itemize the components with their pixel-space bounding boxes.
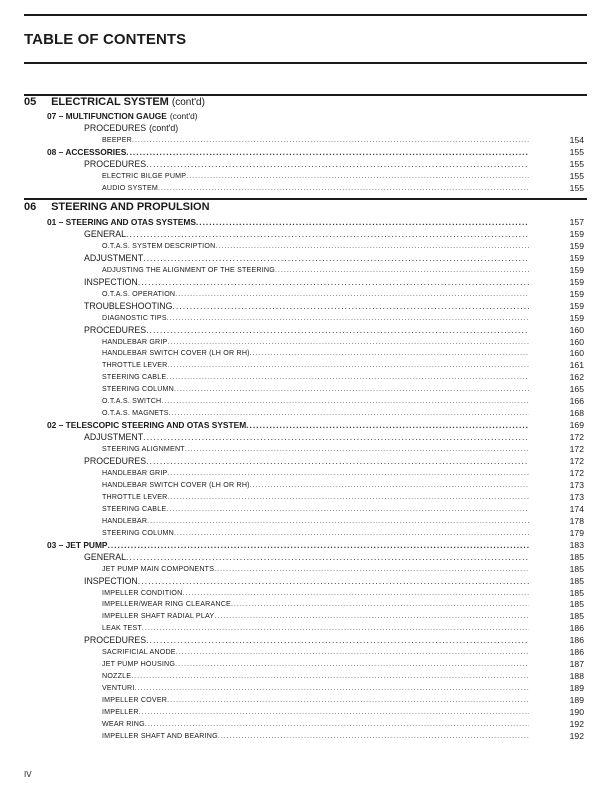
- toc-entry[interactable]: [102, 407, 584, 419]
- toc-entry-label: DIAGNOSTIC TIPS: [102, 313, 167, 322]
- toc-entry[interactable]: [102, 503, 584, 515]
- toc-entry-page: 159: [569, 276, 584, 287]
- dot-leader: [175, 658, 529, 670]
- toc-entry[interactable]: [84, 455, 584, 467]
- toc-entry[interactable]: [102, 610, 584, 622]
- toc-entry-label: TROUBLESHOOTING: [84, 300, 173, 311]
- toc-entry-page: 186: [569, 635, 584, 646]
- toc-entry-label: HANDLEBAR: [102, 516, 148, 525]
- toc-entry[interactable]: [102, 170, 584, 182]
- toc-entry-label: PROCEDURES: [84, 158, 147, 169]
- toc-entry-label: VENTURI: [102, 684, 135, 692]
- toc-entry[interactable]: [102, 587, 584, 599]
- toc-entry-label: AUDIO SYSTEM: [102, 183, 159, 192]
- toc-entry[interactable]: [102, 371, 584, 383]
- toc-entry-label: IMPELLER CONDITION: [102, 588, 183, 597]
- page-title: TABLE OF CONTENTS: [24, 31, 187, 48]
- dot-leader: [135, 682, 529, 694]
- toc-entry-label: PROCEDURES: [84, 635, 147, 646]
- toc-entry-page: 160: [569, 336, 584, 347]
- toc-entry[interactable]: [102, 622, 584, 634]
- toc-entry-label: IMPELLER COVER: [102, 696, 168, 704]
- toc-entry-page: 169: [569, 420, 584, 431]
- dot-leader: [167, 467, 529, 479]
- toc-entry-page: 185: [569, 551, 584, 562]
- dot-leader: [131, 670, 529, 682]
- section-suffix: (cont'd): [171, 97, 205, 108]
- toc-entry-label: 07 – MULTIFUNCTION GAUGE: [47, 111, 167, 121]
- toc-entry-label: PROCEDURES: [84, 324, 147, 335]
- toc-entry-page: 192: [569, 718, 584, 729]
- toc-entry-page: 185: [569, 563, 584, 574]
- dot-leader: [146, 455, 529, 467]
- toc-entry-page: 159: [569, 288, 584, 299]
- toc-entry-label: HANDLEBAR GRIP: [102, 337, 168, 346]
- toc-entry-label: ADJUSTMENT: [84, 252, 144, 263]
- toc-entry-page: 154: [569, 134, 584, 145]
- dot-leader: [139, 706, 529, 718]
- toc-entry-label: PROCEDURES: [84, 123, 147, 133]
- toc-entry-label: BEEPER: [102, 135, 132, 144]
- dot-leader: [174, 383, 529, 395]
- toc-entry-page: 185: [569, 587, 584, 598]
- toc-entry[interactable]: [102, 395, 584, 407]
- toc-entry[interactable]: [102, 718, 584, 730]
- toc-entry[interactable]: [102, 383, 584, 395]
- section-number: 05: [24, 96, 37, 108]
- toc-entry-label: ADJUSTING THE ALIGNMENT OF THE STEERING: [102, 265, 275, 274]
- toc-entry[interactable]: [84, 575, 584, 587]
- toc-entry[interactable]: [102, 682, 584, 694]
- toc-entry-label: HANDLEBAR SWITCH COVER (LH OR RH): [102, 480, 250, 489]
- toc-entry-page: 161: [569, 360, 584, 371]
- dot-leader: [143, 252, 529, 264]
- dot-leader: [275, 264, 529, 276]
- toc-entry[interactable]: [102, 443, 584, 455]
- toc-entry-label: O.T.A.S. SWITCH: [102, 397, 162, 406]
- dot-leader: [196, 216, 529, 228]
- toc-entry[interactable]: [102, 312, 584, 324]
- toc-entry-page: 188: [569, 671, 584, 682]
- toc-entry-label: ELECTRIC BILGE PUMP: [102, 171, 187, 180]
- toc-entry-label: GENERAL: [84, 551, 127, 562]
- dot-leader: [176, 646, 529, 658]
- toc-entry[interactable]: [84, 122, 529, 134]
- toc-entry-page: 190: [569, 707, 584, 717]
- toc-entry[interactable]: [84, 228, 584, 240]
- toc-entry[interactable]: [102, 359, 584, 371]
- dot-leader: [146, 324, 529, 336]
- dot-leader: [218, 730, 529, 742]
- toc-entry-page: 166: [569, 396, 584, 407]
- dot-leader: [169, 407, 529, 419]
- toc-entry-page: 173: [569, 479, 584, 490]
- toc-entry-label: WEAR RING: [102, 719, 145, 728]
- dot-leader: [132, 134, 529, 146]
- toc-entry-page: 187: [569, 659, 584, 670]
- toc-entry-label: 08 – ACCESSORIES: [47, 146, 127, 157]
- toc-entry[interactable]: [47, 110, 529, 122]
- toc-entry-page: 165: [569, 384, 584, 395]
- toc-entry-page: 159: [569, 312, 584, 323]
- toc-entry-label: INSPECTION: [84, 575, 138, 586]
- toc-entry[interactable]: [47, 146, 584, 158]
- toc-entry-page: 157: [569, 217, 584, 227]
- toc-entry-page: 192: [569, 730, 584, 741]
- dot-leader: [126, 551, 529, 563]
- dot-leader: [185, 443, 529, 455]
- toc-entry-page: 172: [569, 456, 584, 466]
- dot-leader: [158, 182, 529, 194]
- toc-entry[interactable]: [84, 300, 584, 312]
- dot-leader: [246, 419, 529, 431]
- toc-entry-label: 03 – JET PUMP: [47, 539, 108, 550]
- toc-entry-page: 186: [569, 623, 584, 634]
- dot-leader: [138, 276, 529, 288]
- dot-leader: [186, 170, 529, 182]
- toc-entry-page: 172: [569, 444, 584, 454]
- toc-entry-page: 185: [569, 611, 584, 622]
- toc-entry[interactable]: [84, 551, 584, 563]
- toc-entry-page: 174: [569, 503, 584, 514]
- toc-entry-page: 159: [569, 240, 584, 251]
- dot-leader: [214, 610, 529, 622]
- toc-entry[interactable]: [47, 539, 584, 551]
- toc-entry[interactable]: [84, 158, 584, 170]
- toc-entry[interactable]: [102, 706, 584, 718]
- toc-entry-label: JET PUMP HOUSING: [102, 660, 176, 669]
- toc-entry-label: STEERING CABLE: [102, 504, 167, 513]
- toc-entry-page: 179: [569, 527, 584, 538]
- toc-entry-page: 160: [569, 348, 584, 359]
- toc-entry-label: IMPELLER SHAFT RADIAL PLAY: [102, 612, 215, 621]
- toc-entry-label: O.T.A.S. SYSTEM DESCRIPTION: [102, 241, 216, 250]
- toc-entry[interactable]: [102, 730, 584, 742]
- toc-entry-label: HANDLEBAR GRIP: [102, 468, 168, 477]
- toc-entry[interactable]: [84, 634, 584, 646]
- toc-entry-label: JET PUMP MAIN COMPONENTS: [102, 564, 215, 573]
- dot-leader: [146, 634, 529, 646]
- toc-entry[interactable]: [102, 598, 584, 610]
- toc-entry[interactable]: [47, 216, 584, 228]
- toc-entry-page: 155: [569, 182, 584, 193]
- dot-leader: [138, 575, 529, 587]
- toc-entry[interactable]: [102, 563, 584, 575]
- dot-leader: [167, 312, 529, 324]
- toc-entry[interactable]: [102, 264, 584, 276]
- dot-leader: [250, 347, 529, 359]
- toc-entry-label: SACRIFICIAL ANODE: [102, 648, 176, 657]
- toc-entry-page: 186: [569, 647, 584, 658]
- dot-leader: [142, 622, 529, 634]
- toc-entry[interactable]: [102, 240, 584, 252]
- toc-entry-label: THROTTLE LEVER: [102, 361, 168, 370]
- toc-entry[interactable]: [84, 431, 584, 443]
- toc-entry-page: 172: [569, 467, 584, 478]
- toc-entry[interactable]: [102, 527, 584, 539]
- toc-entry[interactable]: [102, 288, 584, 300]
- toc-entry[interactable]: [84, 252, 584, 264]
- toc-entry[interactable]: [102, 467, 584, 479]
- section-title: ELECTRICAL SYSTEM: [51, 96, 169, 108]
- dot-leader: [175, 288, 529, 300]
- dot-leader: [167, 694, 529, 706]
- toc-entry[interactable]: [102, 491, 584, 503]
- toc-entry-label: NOZZLE: [102, 672, 132, 681]
- toc-entry[interactable]: [102, 670, 584, 682]
- toc-entry-label: O.T.A.S. MAGNETS: [102, 409, 169, 418]
- toc-entry-label: IMPELLER SHAFT AND BEARING: [102, 731, 218, 740]
- toc-entry[interactable]: [102, 182, 584, 194]
- toc-entry-label: INSPECTION: [84, 276, 138, 287]
- toc-entry-page: 155: [569, 170, 584, 181]
- toc-entry-label: PROCEDURES: [84, 456, 147, 466]
- dot-leader: [167, 359, 529, 371]
- dot-leader: [161, 395, 529, 407]
- toc-entry[interactable]: [84, 276, 584, 288]
- footer-page-number: IV: [24, 770, 32, 779]
- toc-entry-label: STEERING COLUMN: [102, 385, 174, 394]
- toc-entry[interactable]: [47, 419, 584, 431]
- dot-leader: [231, 598, 529, 610]
- dot-leader: [167, 491, 529, 503]
- toc-entry-page: 159: [569, 264, 584, 275]
- toc-entry-page: 159: [569, 300, 584, 311]
- dot-leader: [146, 158, 529, 170]
- toc-entry[interactable]: [102, 134, 584, 146]
- dot-leader: [172, 300, 529, 312]
- toc-entry[interactable]: [102, 336, 584, 348]
- dot-leader: [166, 503, 529, 515]
- toc-entry-page: 159: [569, 228, 584, 239]
- toc-entry-page: 189: [569, 683, 584, 693]
- toc-entry-page: 185: [569, 599, 584, 610]
- dot-leader: [215, 240, 529, 252]
- section-number: 06: [24, 201, 37, 213]
- dot-leader: [108, 539, 529, 551]
- toc-entry-page: 172: [569, 432, 584, 443]
- toc-entry-label: STEERING COLUMN: [102, 528, 174, 537]
- toc-entry-label: ADJUSTMENT: [84, 432, 144, 443]
- toc-entry[interactable]: [102, 646, 584, 658]
- dot-leader: [126, 228, 529, 240]
- toc-entry-label: GENERAL: [84, 228, 127, 239]
- toc-entry-page: 185: [569, 575, 584, 586]
- dot-leader: [143, 431, 529, 443]
- toc-entry-page: 155: [569, 146, 584, 157]
- section-title: STEERING AND PROPULSION: [51, 201, 210, 213]
- toc-entry-label: 02 – TELESCOPIC STEERING AND OTAS SYSTEM: [47, 420, 247, 431]
- dot-leader: [250, 479, 529, 491]
- dot-leader: [167, 336, 529, 348]
- toc-entry-page: 189: [569, 695, 584, 705]
- toc-entry-page: 183: [569, 539, 584, 550]
- dot-leader: [214, 563, 529, 575]
- toc-entry[interactable]: [102, 479, 584, 491]
- toc-entry-suffix: (cont'd): [169, 111, 198, 121]
- toc-entry-page: 178: [569, 515, 584, 526]
- toc-entry-page: 168: [569, 408, 584, 419]
- toc-entry-label: IMPELLER/WEAR RING CLEARANCE: [102, 600, 231, 609]
- dot-leader: [166, 371, 529, 383]
- toc-entry-page: 173: [569, 491, 584, 502]
- toc-entry[interactable]: [102, 694, 584, 706]
- toc-entry-label: STEERING CABLE: [102, 373, 167, 382]
- toc-entry-label: LEAK TEST: [102, 624, 142, 633]
- toc-entry-label: O.T.A.S. OPERATION: [102, 289, 176, 298]
- toc-entry-label: THROTTLE LEVER: [102, 492, 168, 501]
- toc-entry-label: HANDLEBAR SWITCH COVER (LH OR RH): [102, 349, 250, 358]
- dot-leader: [126, 146, 529, 158]
- toc-entry-label: STEERING ALIGNMENT: [102, 445, 185, 453]
- toc-entry[interactable]: [102, 515, 584, 527]
- dot-leader: [174, 527, 529, 539]
- toc-entry-label: IMPELLER: [102, 708, 139, 716]
- toc-entry-suffix: (cont'd): [149, 123, 179, 133]
- toc-entry-page: 159: [569, 252, 584, 263]
- toc-entry-label: 01 – STEERING AND OTAS SYSTEMS: [47, 217, 196, 227]
- dot-leader: [182, 587, 529, 599]
- toc-entry[interactable]: [102, 658, 584, 670]
- toc-entry[interactable]: [102, 347, 584, 359]
- dot-leader: [147, 515, 529, 527]
- toc-entry-page: 160: [569, 324, 584, 335]
- toc-entry-page: 162: [569, 372, 584, 383]
- toc-entry-page: 155: [569, 158, 584, 169]
- dot-leader: [145, 718, 529, 730]
- toc-entry[interactable]: [84, 324, 584, 336]
